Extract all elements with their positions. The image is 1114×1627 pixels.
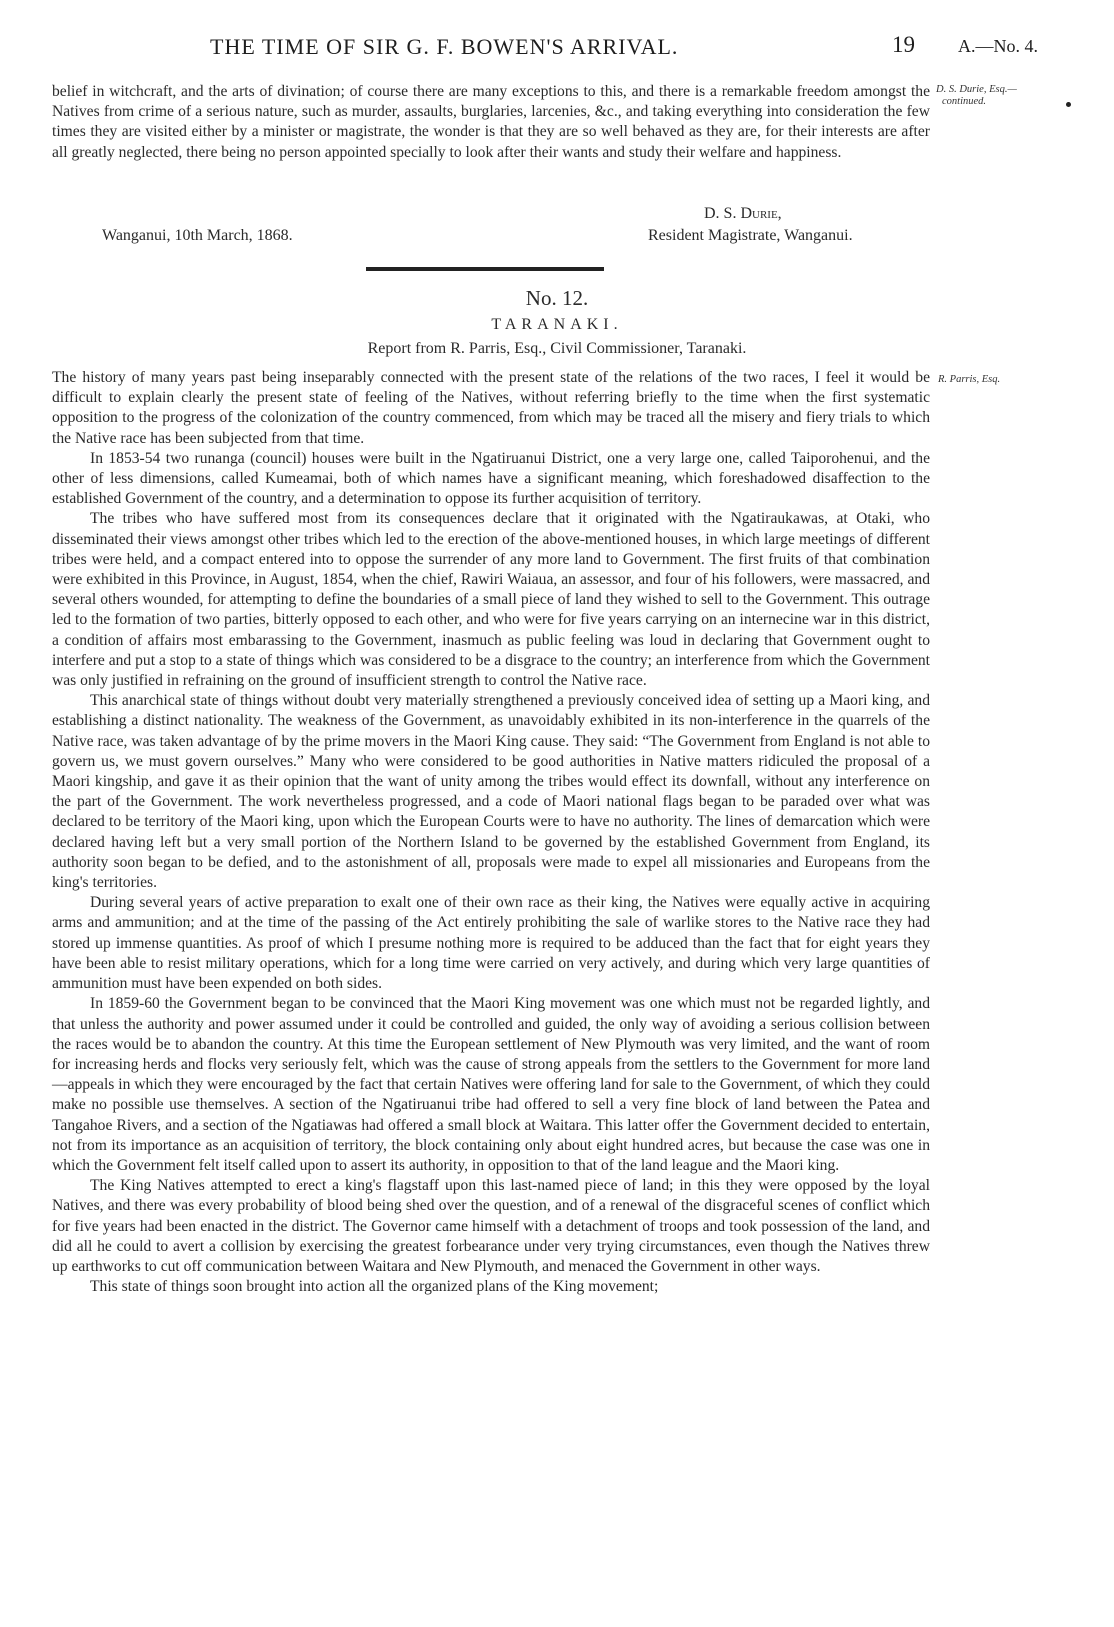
- margin-dot: [1066, 102, 1071, 107]
- paragraph-1: The history of many years past being inseparably connected with the present state of the relations of the two races, I feel it would be difficult to explain clearly the present state of feeling of the Natives, without referring briefly to the time when the first systematic opposition to the progress of the colonization of the country commenced, from which may be traced all the misery and fiery trials to which the Native race has been subjected from that time.: [52, 369, 930, 447]
- signature-block: [52, 205, 930, 253]
- paragraph-3: The tribes who have suffered most from its consequences declare that it originated with the Ngatiraukawas, at Otaki, who disseminated their views amongst other tribes which led to the erection of the above-mentioned houses, in which large meetings of different tribes were held, and a compact entered into to oppose the surrender of any more land to Government. The first fruits of that combination were exhibited in this Province, in August, 1854, when the chief, Rawiri Waiaua, an assessor, and four of his followers, were massacred, and several others wounded, for attempting to define the boundaries of a small piece of land they wished to sell to the Government. This outrage led to the formation of two parties, bitterly opposed to each other, and who were for five years carrying on an internecine war in this district, a condition of affairs most embarassing to the Government, inasmuch as public feeling was loud in declaring that Government ought to interfere and put a stop to a state of things which was considered to be a disgrace to the country; an interference from which the Government was only justified in refraining on the ground of insufficient strength to control the Native race.: [52, 510, 930, 690]
- margin-note-parris: R. Parris, Esq.: [938, 374, 1001, 385]
- signature-name: D. S. Durie,: [704, 205, 782, 222]
- running-title: THE TIME OF SIR G. F. BOWEN'S ARRIVAL.: [210, 34, 679, 59]
- report-title: Report from R. Parris, Esq., Civil Commissioner, Taranaki.: [367, 340, 747, 357]
- intro-text: [52, 82, 930, 163]
- paragraph-4: This anarchical state of things without doubt very materially strengthened a previously conceived idea of setting up a Maori king, and establishing a distinct nationality. The weakness of the Government, as unavoidably exhibited in its non-interference in the quarrels of the Native race, was taken advantage of by the prime movers in the Maori King cause. They said: “The Government from England is not able to govern us, we must govern ourselves.” Many who were considered to be good authorities in Native matters ridiculed the proposal of a Maori kingship, and gave it as their opinion that the want of unity among the tribes would effect its downfall, without any interference on the part of the Government. The work nevertheless progressed, and a code of Maori national flags began to be paraded over what was declared to be territory of the Maori king, upon which the European Courts were to have no authority. The lines of demarcation which were declared having left but a very small portion of the Northern Island to be governed by the established Government from England, its authority soon began to be defied, and to the astonishment of all, proposals were made to expel all missionaries and Europeans from the king's territories.: [52, 692, 930, 892]
- report-body: [52, 368, 930, 1297]
- page-number: 19: [892, 32, 915, 57]
- paragraph-8: This state of things soon brought into action all the organized plans of the King movement;: [90, 1278, 659, 1296]
- section-number: No. 12.: [525, 286, 589, 310]
- signature-role: Resident Magistrate, Wanganui.: [648, 227, 853, 244]
- paragraph-5: During several years of active preparation to exalt one of their own race as their king, the Natives were equally active in acquiring arms and ammunition; and at the time of the passing of the Act entirely prohibiting the sale of warlike stores to the Native race they had stored up immense quantities. As proof of which I presume nothing more is required to be adduced than the fact that for eight years they have been able to resist military operations, which for a long time were carried on very actively, and during which very large quantities of ammunition must have been expended on both sides.: [52, 894, 930, 993]
- signature-date: Wanganui, 10th March, 1868.: [102, 227, 293, 244]
- page-header: [0, 30, 1114, 64]
- paragraph-7: The King Natives attempted to erect a king's flagstaff upon this last-named piece of land; in this they were opposed by the loyal Natives, and there was every probability of blood being shed over the question, and of a renewal of the disgraceful scenes of conflict which for five years had been enacted in the district. The Governor came himself with a detachment of troops and took possession of the land, and did all he could to avert a collision by exercising the greatest forbearance under very trying circumstances, even though the Natives threw up earthworks to cut off communication between Waitara and New Plymouth, and menaced the Government in other ways.: [52, 1177, 930, 1275]
- intro-paragraph: belief in witchcraft, and the arts of divination; of course there are many exceptions to this, and there is a remarkable freedom amongst the Natives from crime of a serious nature, such as murder, assaults, burglaries, larcenies, &c., and taking everything into consideration the few times they are visited either by a minister or magistrate, the wonder is that they are so well behaved as they are, for their interests are after all greatly neglected, there being no person appointed specially to look after their wants and study their welfare and happiness.: [52, 83, 930, 161]
- section-divider: [366, 267, 604, 271]
- document-reference: A.—No. 4.: [958, 36, 1038, 56]
- margin-note-durie-continued: continued.: [942, 96, 987, 107]
- section-place: TARANAKI.: [491, 316, 623, 333]
- margin-note-durie: [936, 84, 1017, 108]
- paragraph-2: In 1853-54 two runanga (council) houses were built in the Ngatiruanui District, one a very large one, called Taiporohenui, and the other of less dimensions, called Kumeamai, both of which names have a significant meaning, which foreshadowed disaffection to the established Government of the country, and a determination to oppose its further acquisition of territory.: [52, 449, 930, 508]
- margin-note-durie-name: D. S. Durie, Esq.—: [936, 84, 1017, 95]
- paragraph-6: In 1859-60 the Government began to be convinced that the Maori King movement was one which must not be regarded lightly, and that unless the authority and power assumed under it could be controlled and guided, the only way of avoiding a serious collision between the races would be to abandon the country. At this time the European settlement of New Plymouth was very limited, and the want of room for increasing herds and flocks very seriously felt, which was the cause of strong appeals from the settlers to the Government for more land—appeals in which they were encouraged by the fact that certain Natives were offering land for sale to the Government, of which they could make no possible use themselves. A section of the Ngatiruanui tribe had offered to sell a very fine block of land between the Patea and Tangahoe Rivers, and a section of the Ngatiawas had offered a small block at Waitara. This latter offer the Government decided to entertain, not from its importance as an acquisition of territory, the block containing only about eight hundred acres, but because the case was one in which the Government felt itself called upon to assert its authority, in opposition to that of the land league and the Maori king.: [52, 995, 930, 1174]
